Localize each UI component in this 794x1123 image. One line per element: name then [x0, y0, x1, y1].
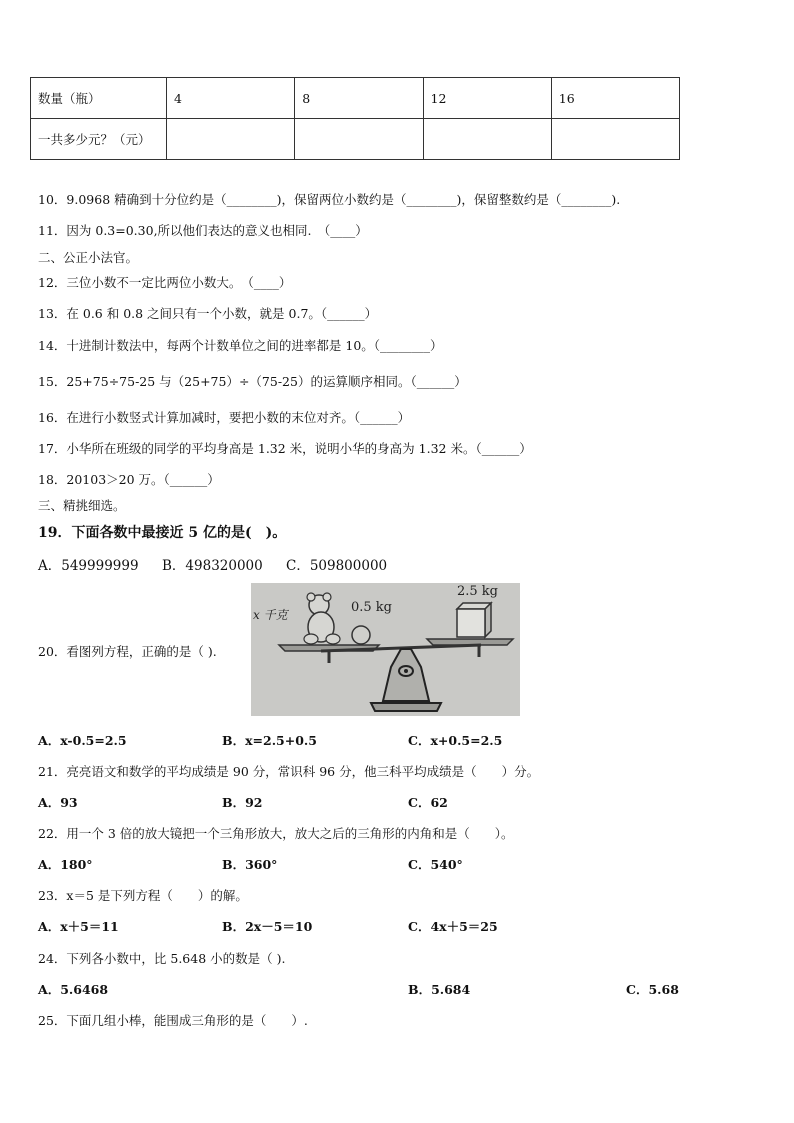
question-14: 14．十进制计数法中，每两个计数单位之间的进率都是 10。（________）	[38, 338, 443, 353]
option-23-c: C．4x＋5＝25	[408, 919, 498, 934]
table-cell-empty	[295, 119, 423, 160]
option-22-a: A．180°	[38, 857, 93, 872]
option-20-b: B．x=2.5+0.5	[222, 733, 317, 748]
option-23-b: B．2x－5＝10	[222, 919, 313, 934]
x-kg-label: x 千克	[253, 608, 288, 622]
option-21-b: B．92	[222, 795, 263, 810]
table-cell-empty	[551, 119, 679, 160]
table-cell: 一共多少元？（元）	[31, 119, 167, 160]
question-21: 21．亮亮语文和数学的平均成绩是 90 分，常识科 96 分，他三科平均成绩是（ ）分。	[38, 764, 540, 779]
question-16: 16．在进行小数竖式计算加减时，要把小数的末位对齐。（______）	[38, 410, 411, 425]
question-15: 15．25+75÷75-25 与（25+75）÷（75-25）的运算顺序相同。（______）	[38, 374, 467, 389]
question-22: 22．用一个 3 倍的放大镜把一个三角形放大，放大之后的三角形的内角和是（ ）。	[38, 826, 514, 841]
question-24: 24．下列各小数中，比 5.648 小的数是（ ).	[38, 951, 286, 966]
table-cell-empty	[167, 119, 295, 160]
option-20-c: C．x+0.5=2.5	[408, 733, 503, 748]
table-row	[31, 119, 680, 160]
question-17: 17．小华所在班级的同学的平均身高是 1.32 米，说明小华的身高为 1.32 米。（______）	[38, 441, 532, 456]
question-12: 12．三位小数不一定比两位小数大。 （____）	[38, 275, 292, 290]
table-cell: 12	[423, 78, 551, 119]
ball-weight-label: 0.5 kg	[351, 600, 393, 615]
question-10: 10．9.0968 精确到十分位约是（________)，保留两位小数约是（________)，保留整数约是（________).	[38, 192, 621, 207]
option-24-a: A．5.6468	[38, 982, 109, 997]
quantity-price-table	[30, 77, 680, 160]
option-22-c: C．540°	[408, 857, 463, 872]
option-24-b: B．5.684	[408, 982, 471, 997]
section-heading-choice: 三、精挑细选。	[38, 498, 126, 513]
option-19-a: A．549999999	[38, 558, 139, 574]
box-weight-label: 2.5 kg	[457, 584, 499, 599]
table-cell: 4	[167, 78, 295, 119]
option-24-c: C．5.68	[626, 982, 679, 997]
table-row	[31, 78, 680, 119]
option-20-a: A．x-0.5=2.5	[38, 733, 127, 748]
table-cell-empty	[423, 119, 551, 160]
section-heading-judge: 二、公正小法官。	[38, 250, 139, 265]
ball-icon	[352, 626, 370, 644]
question-11: 11．因为 0.3=0.30,所以他们表达的意义也相同. （____）	[38, 223, 368, 238]
table-cell: 16	[551, 78, 679, 119]
balance-scale-figure	[251, 583, 520, 716]
question-23: 23．x＝5 是下列方程（ ）的解。	[38, 888, 248, 903]
option-21-c: C．62	[408, 795, 448, 810]
question-20: 20．看图列方程，正确的是（ ).	[38, 644, 217, 659]
question-13: 13．在 0.6 和 0.8 之间只有一个小数，就是 0.7。（______）	[38, 306, 378, 321]
question-25: 25．下面几组小棒，能围成三角形的是（ ）.	[38, 1013, 308, 1028]
option-22-b: B．360°	[222, 857, 278, 872]
table-cell: 数量（瓶）	[31, 78, 167, 119]
table-cell: 8	[295, 78, 423, 119]
question-19: 19．下面各数中最接近 5 亿的是( )。	[38, 525, 287, 541]
box-icon	[457, 603, 491, 637]
question-18: 18．20103＞20 万。（______）	[38, 472, 220, 487]
option-21-a: A．93	[38, 795, 78, 810]
option-19-b: B．498320000	[162, 558, 263, 574]
option-23-a: A．x＋5＝11	[38, 919, 119, 934]
option-19-c: C．509800000	[286, 558, 388, 574]
